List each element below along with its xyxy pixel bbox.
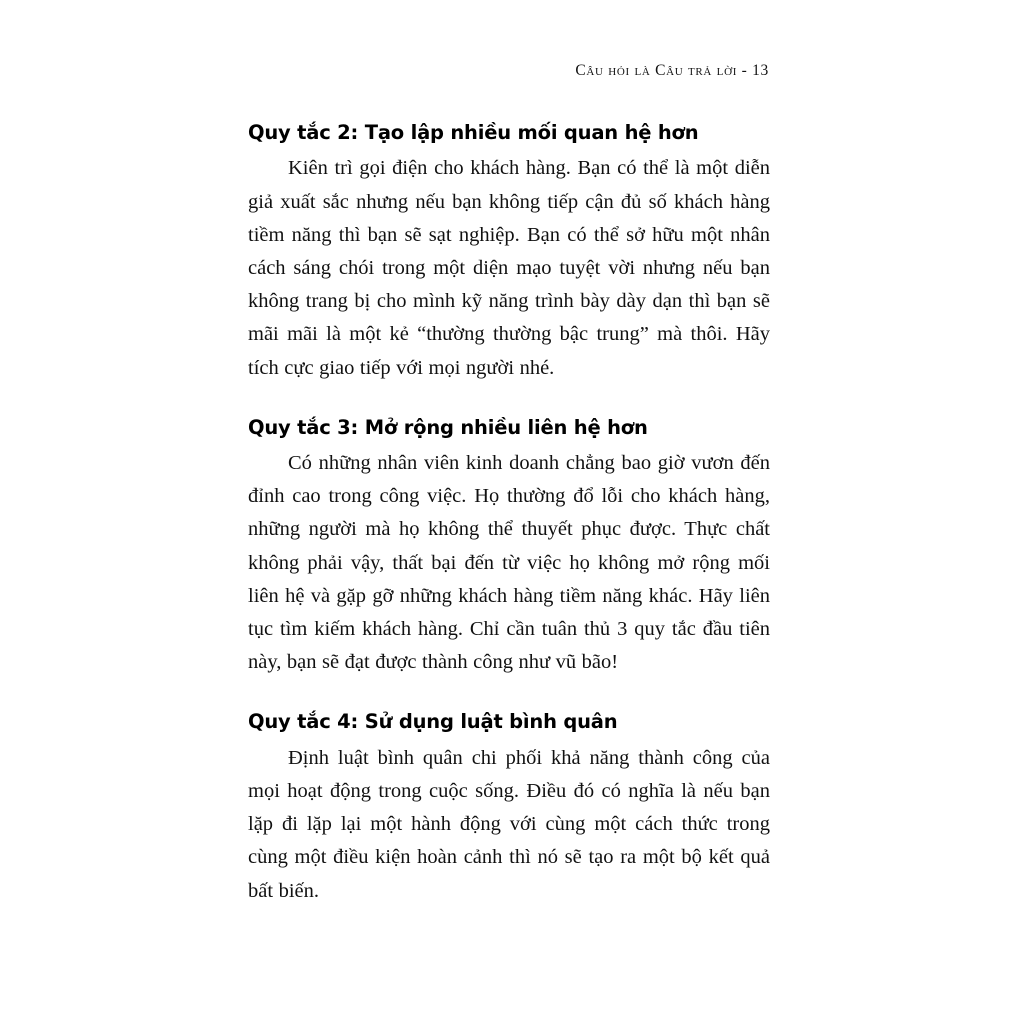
running-head: Câu hỏi là Câu trả lời - 13 — [575, 62, 769, 79]
section-paragraph: Định luật bình quân chi phối khả năng thành công của mọi hoạt động trong cuộc sống. Điều đó có nghĩa là nếu bạn lặp đi lặp lại một hành động với cùng một cách thức trong cùng một điều kiện hoàn cảnh thì nó sẽ tạo ra một bộ kết quả bất biến. — [248, 746, 770, 902]
page-content — [248, 120, 770, 908]
section-heading: Quy tắc 3: Mở rộng nhiều liên hệ hơn — [248, 415, 648, 439]
section-rule-2 — [248, 120, 770, 385]
section-heading: Quy tắc 4: Sử dụng luật bình quân — [248, 710, 618, 734]
section-paragraph: Có những nhân viên kinh doanh chẳng bao giờ vươn đến đỉnh cao trong công việc. Họ thường đổ lỗi cho khách hàng, những người mà họ không thể thuyết phục được. Thực chất không phải vậy, thất bại đến từ việc họ không mở rộng mối liên hệ và gặp gỡ những khách hàng tiềm năng khác. Hãy liên tục tìm kiếm khách hàng. Chỉ cần tuân thủ 3 quy tắc đầu tiên này, bạn sẽ đạt được thành công như vũ bão! — [248, 452, 770, 674]
section-paragraph: Kiên trì gọi điện cho khách hàng. Bạn có thể là một diễn giả xuất sắc nhưng nếu bạn không tiếp cận đủ số khách hàng tiềm năng thì bạn sẽ sạt nghiệp. Bạn có thể sở hữu một nhân cách sáng chói trong một diện mạo tuyệt vời nhưng nếu bạn không trang bị cho mình kỹ năng trình bày dày dạn thì bạn sẽ mãi mãi là một kẻ “thường thường bậc trung” mà thôi. Hãy tích cực giao tiếp với mọi người nhé. — [248, 157, 770, 379]
section-rule-3 — [248, 415, 770, 680]
section-rule-4 — [248, 709, 770, 907]
section-heading: Quy tắc 2: Tạo lập nhiều mối quan hệ hơn — [248, 121, 699, 144]
